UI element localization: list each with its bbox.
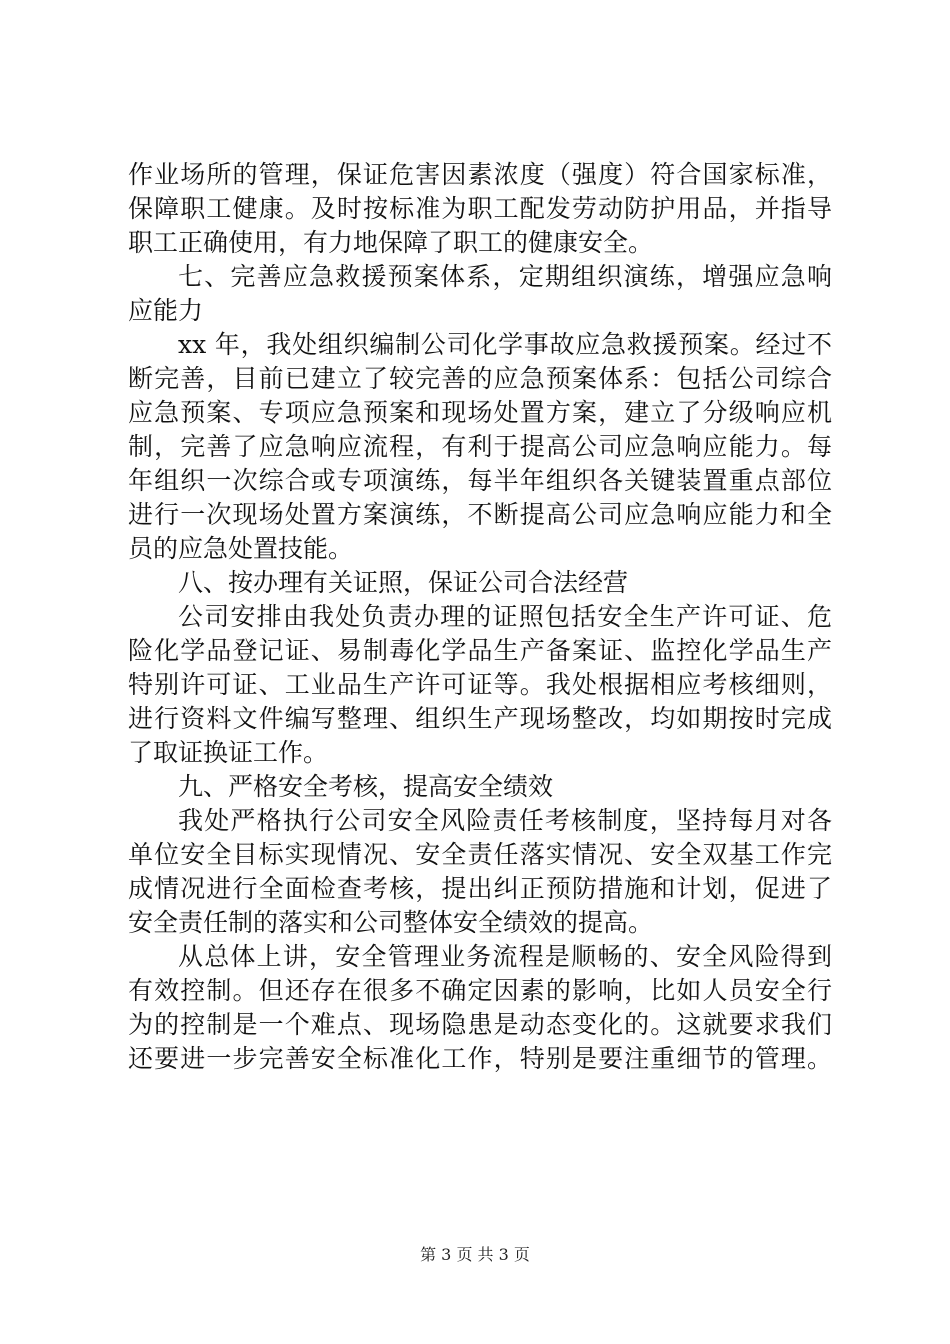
text-line: 职工正确使用，有力地保障了职工的健康安全。 xyxy=(128,228,654,257)
page-footer xyxy=(0,1244,950,1266)
section-heading-continued: 应能力 xyxy=(128,296,204,325)
text-line: 应急预案、专项应急预案和现场处置方案，建立了分级响应机 xyxy=(128,398,832,427)
paragraph-first-line: 从总体上讲，安全管理业务流程是顺畅的、安全风险得到 xyxy=(178,942,832,971)
text-line: 断完善，目前已建立了较完善的应急预案体系：包括公司综合 xyxy=(128,364,832,393)
document-body xyxy=(128,158,832,1076)
text-line: 单位安全目标实现情况、安全责任落实情况、安全双基工作完 xyxy=(128,840,832,869)
text-line: 还要进一步完善安全标准化工作，特别是要注重细节的管理。 xyxy=(128,1044,832,1073)
text-line: 了取证换证工作。 xyxy=(128,738,329,767)
text-line: 成情况进行全面检查考核，提出纠正预防措施和计划，促进了 xyxy=(128,874,832,903)
section-heading: 七、完善应急救援预案体系，定期组织演练，增强应急响 xyxy=(178,262,832,291)
paragraph-first-line: 我处严格执行公司安全风险责任考核制度，坚持每月对各 xyxy=(178,806,832,835)
section-heading: 八、按办理有关证照，保证公司合法经营 xyxy=(178,568,629,597)
text-line: 进行一次现场处置方案演练，不断提高公司应急响应能力和全 xyxy=(128,500,832,529)
page-number-label: 第 3 页 共 3 页 xyxy=(420,1245,530,1264)
paragraph-first-line: xx 年，我处组织编制公司化学事故应急救援预案。经过不 xyxy=(178,330,832,359)
text-line: 有效控制。但还存在很多不确定因素的影响，比如人员安全行 xyxy=(128,976,832,1005)
text-line: 进行资料文件编写整理、组织生产现场整改，均如期按时完成 xyxy=(128,704,832,733)
text-line: 安全责任制的落实和公司整体安全绩效的提高。 xyxy=(128,908,654,937)
text-line: 年组织一次综合或专项演练，每半年组织各关键装置重点部位 xyxy=(128,466,832,495)
paragraph-first-line: 公司安排由我处负责办理的证照包括安全生产许可证、危 xyxy=(178,602,832,631)
text-line: 特别许可证、工业品生产许可证等。我处根据相应考核细则， xyxy=(128,670,832,699)
text-line: 保障职工健康。及时按标准为职工配发劳动防护用品，并指导 xyxy=(128,194,832,223)
text-line: 险化学品登记证、易制毒化学品生产备案证、监控化学品生产 xyxy=(128,636,832,665)
text-line: 制，完善了应急响应流程，有利于提高公司应急响应能力。每 xyxy=(128,432,832,461)
section-heading: 九、严格安全考核，提高安全绩效 xyxy=(178,772,554,801)
text-line: 员的应急处置技能。 xyxy=(128,534,354,563)
text-line: 作业场所的管理，保证危害因素浓度（强度）符合国家标准， xyxy=(128,160,832,189)
text-line: 为的控制是一个难点、现场隐患是动态变化的。这就要求我们 xyxy=(128,1010,832,1039)
